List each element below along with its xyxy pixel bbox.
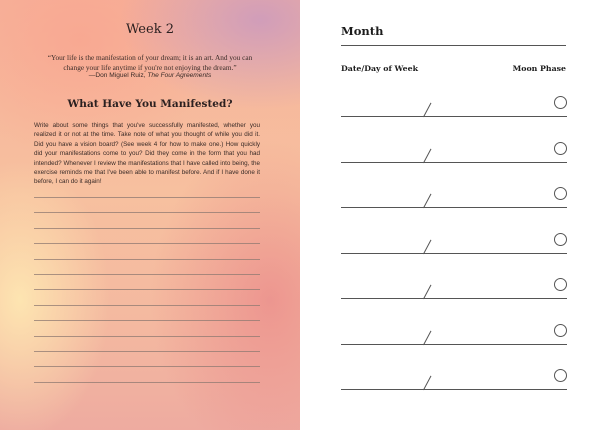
quote-text: “Your life is the manifestation of your dream; it is an art. And you can change your life anytime if you're not enjoying the dream.” xyxy=(47,53,253,72)
entry-row xyxy=(341,360,567,390)
right-page xyxy=(300,0,600,430)
month-label: Month xyxy=(341,24,384,38)
writing-line[interactable] xyxy=(34,351,260,352)
date-entry-line[interactable] xyxy=(341,162,567,163)
writing-line[interactable] xyxy=(34,243,260,244)
date-entry-line[interactable] xyxy=(341,207,567,208)
moon-phase-circle-icon[interactable] xyxy=(554,142,567,155)
writing-line[interactable] xyxy=(34,336,260,337)
writing-line[interactable] xyxy=(34,320,260,321)
writing-line[interactable] xyxy=(34,305,260,306)
week-title: Week 2 xyxy=(126,22,174,37)
quote-author: —Don Miguel Ruiz, xyxy=(88,72,146,79)
journal-prompt: Write about some things that you've successfully manifested, whether you realized it or not at the time. Take note of what you thought of while you did it. Did you have a vision board? (See week 4 for how to make one.) How quickly did your manifestations come to you? Did they come in the form that you had intended? Whenever I review the manifestations that I have called into being, the exercise reminds me that I've been able to manifest before. And if I have done it before, I can do it again! xyxy=(34,122,260,186)
quote-attribution xyxy=(40,72,260,79)
writing-line[interactable] xyxy=(34,212,260,213)
entry-row xyxy=(341,87,567,117)
entry-row xyxy=(341,315,567,345)
date-entry-line[interactable] xyxy=(341,389,567,390)
moon-phase-circle-icon[interactable] xyxy=(554,369,567,382)
moon-phase-circle-icon[interactable] xyxy=(554,233,567,246)
quote-book-title: The Four Agreements xyxy=(147,72,212,79)
moon-phase-column-header: Moon Phase xyxy=(512,64,566,73)
entry-row xyxy=(341,133,567,163)
writing-line[interactable] xyxy=(34,289,260,290)
entry-row xyxy=(341,178,567,208)
writing-line[interactable] xyxy=(34,197,260,198)
writing-line[interactable] xyxy=(34,228,260,229)
moon-phase-circle-icon[interactable] xyxy=(554,324,567,337)
moon-phase-circle-icon[interactable] xyxy=(554,187,567,200)
moon-phase-circle-icon[interactable] xyxy=(554,278,567,291)
entry-row xyxy=(341,269,567,299)
date-column-header: Date/Day of Week xyxy=(341,64,418,73)
entry-row xyxy=(341,224,567,254)
date-entry-line[interactable] xyxy=(341,253,567,254)
date-entry-line[interactable] xyxy=(341,344,567,345)
moon-phase-circle-icon[interactable] xyxy=(554,96,567,109)
date-entry-line[interactable] xyxy=(341,116,567,117)
date-entry-line[interactable] xyxy=(341,298,567,299)
writing-line[interactable] xyxy=(34,259,260,260)
month-entry-line[interactable] xyxy=(341,45,566,46)
section-title: What Have You Manifested? xyxy=(67,98,233,110)
writing-line[interactable] xyxy=(34,366,260,367)
writing-line[interactable] xyxy=(34,274,260,275)
writing-line[interactable] xyxy=(34,382,260,383)
